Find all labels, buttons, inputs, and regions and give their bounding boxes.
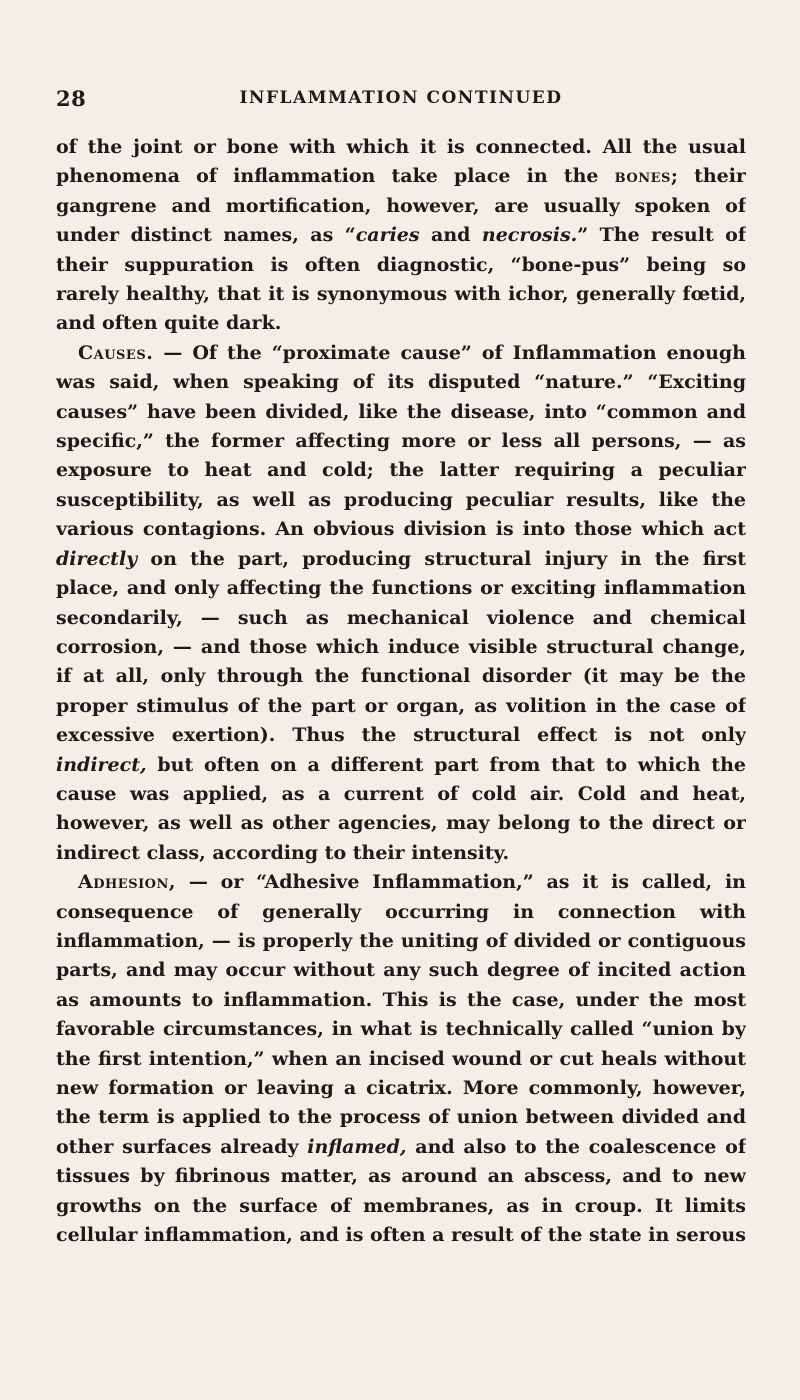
italic-term: inflamed, [307,1135,407,1158]
section-heading-adhesion: Adhesion, [78,871,176,894]
text-run: and [419,224,482,247]
text-run: — Of the “proximate cause” of Inflammation enough was said, when speaking of its disputed “nature.” “Exciting causes” have been divided, like the disease, into “common and specific,” the former affecting more or less all persons, — as exposure to heat and cold; the latter requiring a peculiar susceptibility, as well as producing peculiar results, like the various contagions. An obvious division is into those which act [56,341,746,541]
text-run: but often on a different part from that to which the cause was applied, as a current of cold air. Cold and heat, however, as well as other agencies, may belong to the direct or indirect class, according to their intensity. [56,753,746,864]
italic-term: directly [56,547,138,570]
italic-term: indirect, [56,753,147,776]
paragraph-bones [56,133,746,339]
text-run: on the part, producing structural injury in the first place, and only affecting the functions or exciting inflammation secondarily, — such as mechanical violence and chemical corrosion, — and those which induce visible structural change, if at all, only through the functional disorder (it may be the proper stimulus of the part or organ, as volition in the case of excessive exertion). Thus the structural effect is not only [56,547,746,747]
text-run: ; their gangrene and mortification, however, are usually spoken of under distinct names, as “ [56,165,746,247]
section-heading-causes: Causes. [78,341,154,364]
paragraph-causes [56,339,746,868]
body-text [56,133,746,1373]
paragraph-adhesion [56,868,746,1250]
page-number: 28 [56,86,87,111]
text-run: ” The result of their suppuration is often diagnostic, “bone-pus” being so rarely healthy, that it is synonymous with ichor, generally fœtid, and often quite dark. [56,224,746,335]
text-run: — or “Adhesive Inflammation,” as it is called, in consequence of generally occurring in connection with inflammation, — is properly the uniting of divided or contiguous parts, and may occur without any such degree of incited action as amounts to inflammation. This is the case, under the most favorable circumstances, in what is technically called “union by the first intention,” when an incised wound or cut heals without new formation or leaving a cicatrix. More commonly, however, the term is applied to the process of union between divided and other surfaces already [56,871,746,1158]
text-run: of the joint or bone with which it is connected. All the usual phenomena of inflammation take place in the [56,136,746,188]
text-run: and also to the coalescence of tissues by fibrinous matter, as around an abscess, and to new growths on the surface of membranes, as in croup. It limits cellular inflammation, and is often a result of the state in serous [56,1135,746,1247]
running-head: INFLAMMATION CONTINUED [239,88,563,108]
italic-term: caries [355,224,420,247]
page-header [56,86,746,116]
italic-term: necrosis. [481,224,578,247]
small-caps-term: bones [614,165,671,188]
